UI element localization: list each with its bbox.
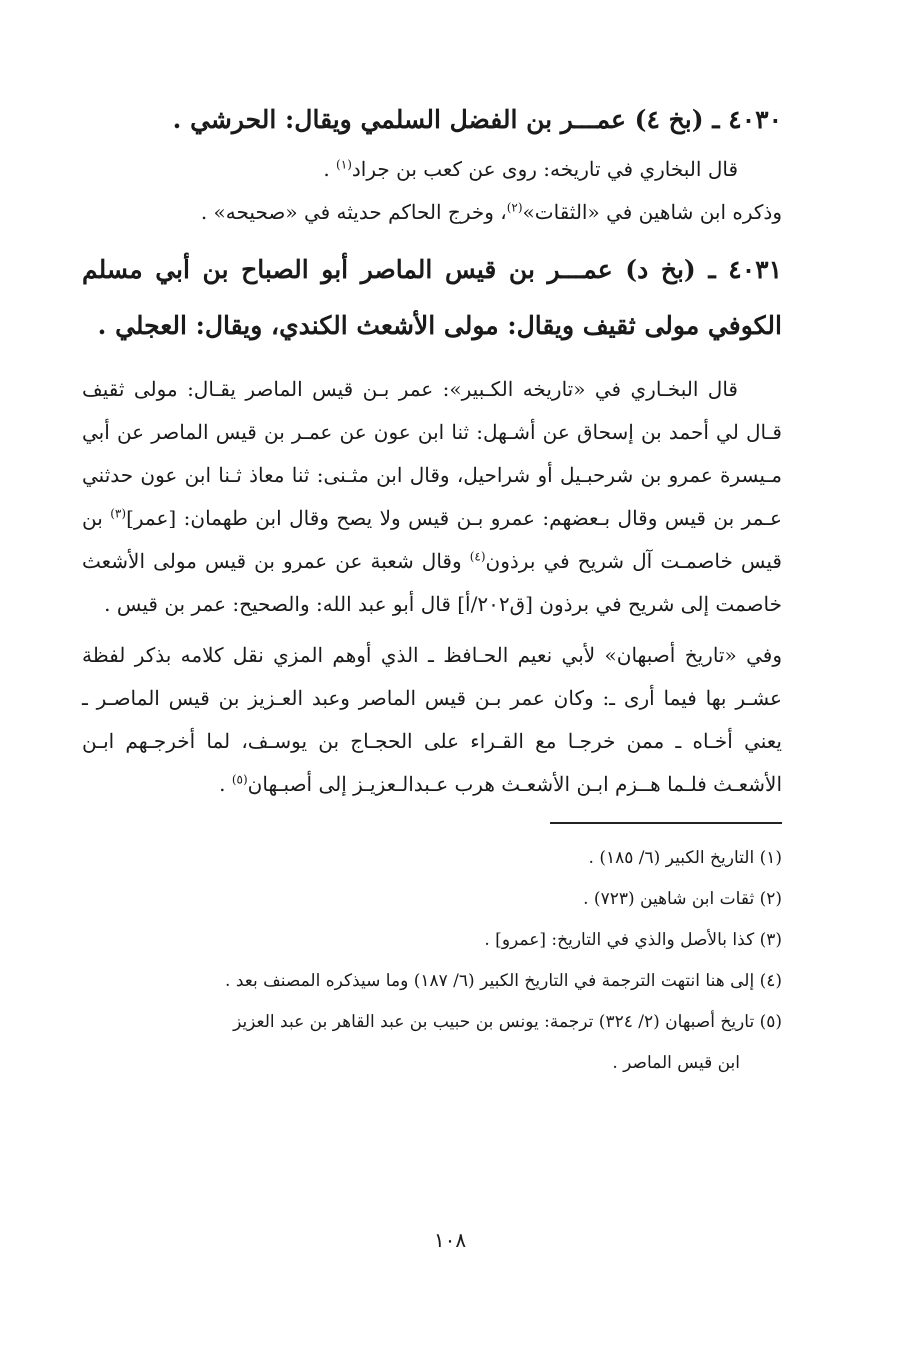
text-b: بن قيس خاصمـت آل شريح في برذون: [82, 506, 782, 573]
footnote-4: (٤) إلى هنا انتهت الترجمة في التاريخ الكبير (٦/ ١٨٧) وما سيذكره المصنف بعد .: [225, 971, 782, 991]
text-tail: .: [219, 772, 232, 796]
text-a: قال البخـاري في «تاريخه الكـبير»: عمر بـن قيس الماصر يقـال: مولى ثقيف قـال لي أحمد بن إسحاق عن أشـهل: ثنا ابن عون عن عمـر بن قيس الماصر عن أبي مـيسرة عمرو بن شرحبـيل أو شراحيل، وقال ابن مثـنى: ثنا معاذ ثـنا ابن عون حدثني عـمر بن قيس وقال بـعضهم: عمرو بـن قيس ولا يصح وقال ابن طهمان: [عمر]: [82, 377, 782, 530]
footnote-1: (١) التاريخ الكبير (٦/ ١٨٥) .: [588, 848, 782, 868]
text-tail: .: [323, 157, 337, 181]
entry-heading-4030: ٤٠٣٠ ـ (بخ ٤) عمـــر بن الفضل السلمي ويقال: الحرشي .: [172, 105, 782, 134]
text-a: وفي «تاريخ أصبهان» لأبي نعيم الحـافظ ـ الذي أوهم المزي نقل كلامه بذكر لفظة عشـر بها فيما أرى ـ: وكان عمر بـن قيس الماصر وعبد العـزيز بن قيس الماصـر ـ يعني أخـاه ـ ممن خرجـا مع القـراء على الحجـاج بن يوسـف، لما أخرجـهم ابـن الأشعـث فلـما هــزم ابـن الأشعـث هرب عـبدالـعزيـز إلى أصبـهان: [82, 643, 782, 796]
footnote-ref-4: (٤): [469, 549, 486, 564]
footnote-ref-3: (٣): [110, 506, 127, 521]
entry-4031-paragraph-2: [82, 634, 782, 806]
text: وذكره ابن شاهين في «الثقات»: [522, 200, 782, 224]
footnote-ref-5: (٥): [231, 772, 248, 787]
footnote-2: (٢) ثقات ابن شاهين (٧٢٣) .: [583, 889, 782, 909]
entry-4030-paragraph-2: [82, 191, 782, 234]
text-tail: ، وخرج الحاكم حديثه في «صحيحه» .: [200, 200, 507, 224]
footnote-ref-1: (١): [336, 157, 352, 172]
entry-4031-paragraph-1: [82, 368, 782, 626]
text: قال البخاري في تاريخه: روى عن كعب بن جراد: [351, 157, 738, 181]
footnote-5-continuation: ابن قيس الماصر .: [612, 1053, 740, 1073]
entry-heading-4031: ٤٠٣١ ـ (بخ د) عمـــر بن قيس الماصر أبو الصباح بن أبي مسلم الكوفي مولى ثقيف ويقال: مولى الأشعث الكندي، ويقال: العجلي .: [82, 255, 782, 340]
footnote-5: (٥) تاريخ أصبهان (٢/ ٣٢٤) ترجمة: يونس بن حبيب بن عبد القاهر بن عبد العزيز: [233, 1012, 782, 1032]
entry-4030-paragraph-1: [82, 148, 782, 191]
footnote-3: (٣) كذا بالأصل والذي في التاريخ: [عمرو] .: [484, 930, 782, 950]
page-number: ١٠٨: [433, 1228, 467, 1252]
footnote-ref-2: (٢): [506, 200, 523, 215]
footnotes: [82, 838, 782, 1084]
text-c: وقال شعبة عن عمرو بن قيس مولى الأشعث خاصمت إلى شريح في برذون [ق٢٠٢/أ] قال أبو عبد الله: والصحيح: عمر بن قيس .: [82, 549, 782, 616]
footnote-separator: [550, 822, 782, 824]
